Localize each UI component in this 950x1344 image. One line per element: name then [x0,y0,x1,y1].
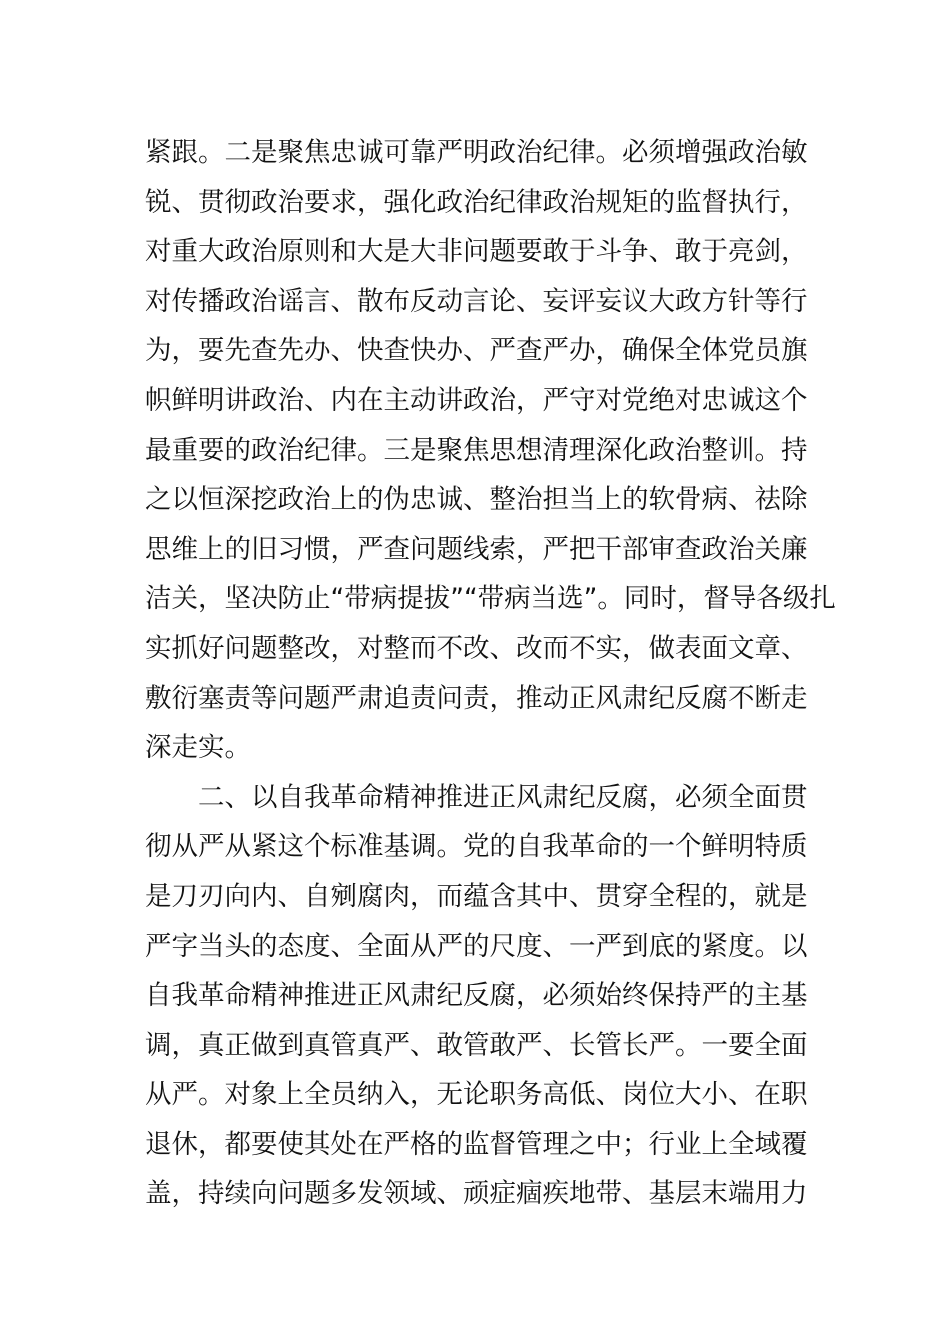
text-line-1: 紧跟。二是聚焦忠诚可靠严明政治纪律。必须增强政治敏 [145,137,808,168]
text-line-21: 退休，都要使其处在严格的监督管理之中；行业上全域覆 [145,1128,808,1160]
text-line-7: 最重要的政治纪律。三是聚焦思想清理深化政治整训。持 [145,434,808,466]
text-line-20: 从严。对象上全员纳入，无论职务高低、岗位大小、在职 [145,1079,808,1111]
text-line-19: 调，真正做到真管真严、敢管敢严、长管长严。一要全面 [145,1029,808,1061]
text-line-17: 严字当头的态度、全面从严的尺度、一严到底的紧度。以 [145,930,808,962]
text-line-12: 敷衍塞责等问题严肃追责问责，推动正风肃纪反腐不断走 [145,682,808,714]
body-text [145,128,836,1219]
text-line-2: 锐、贯彻政治要求，强化政治纪律政治规矩的监督执行， [145,186,808,218]
text-line-9: 思维上的旧习惯，严查问题线索，严把干部审查政治关廉 [145,533,808,565]
text-line-15: 彻从严从紧这个标准基调。党的自我革命的一个鲜明特质 [145,831,808,863]
text-line-22: 盖，持续向问题多发领域、顽症痼疾地带、基层末端用力 [145,1178,808,1210]
text-line-8: 之以恒深挖政治上的伪忠诚、整治担当上的软骨病、祛除 [145,484,808,516]
text-line-18: 自我革命精神推进正风肃纪反腐，必须始终保持严的主基 [145,980,808,1012]
text-line-4: 对传播政治谣言、散布反动言论、妄评妄议大政方针等行 [145,285,808,317]
text-line-11: 实抓好问题整改，对整而不改、改而不实，做表面文章、 [145,632,808,664]
text-line-6: 帜鲜明讲政治、内在主动讲政治，严守对党绝对忠诚这个 [145,384,808,416]
text-line-5: 为，要先查先办、快查快办、严查严办，确保全体党员旗 [145,335,808,367]
text-line-13: 深走实。 [145,732,251,764]
paragraph-heading-line: 二、以自我革命精神推进正风肃纪反腐，必须全面贯 [198,781,808,813]
text-line-10: 洁关，坚决防止“带病提拔”“带病当选”。同时，督导各级扎 [145,583,836,615]
text-line-16: 是刀刃向内、自剜腐肉，而蕴含其中、贯穿全程的，就是 [145,880,808,912]
text-line-3: 对重大政治原则和大是大非问题要敢于斗争、敢于亮剑， [145,236,808,268]
